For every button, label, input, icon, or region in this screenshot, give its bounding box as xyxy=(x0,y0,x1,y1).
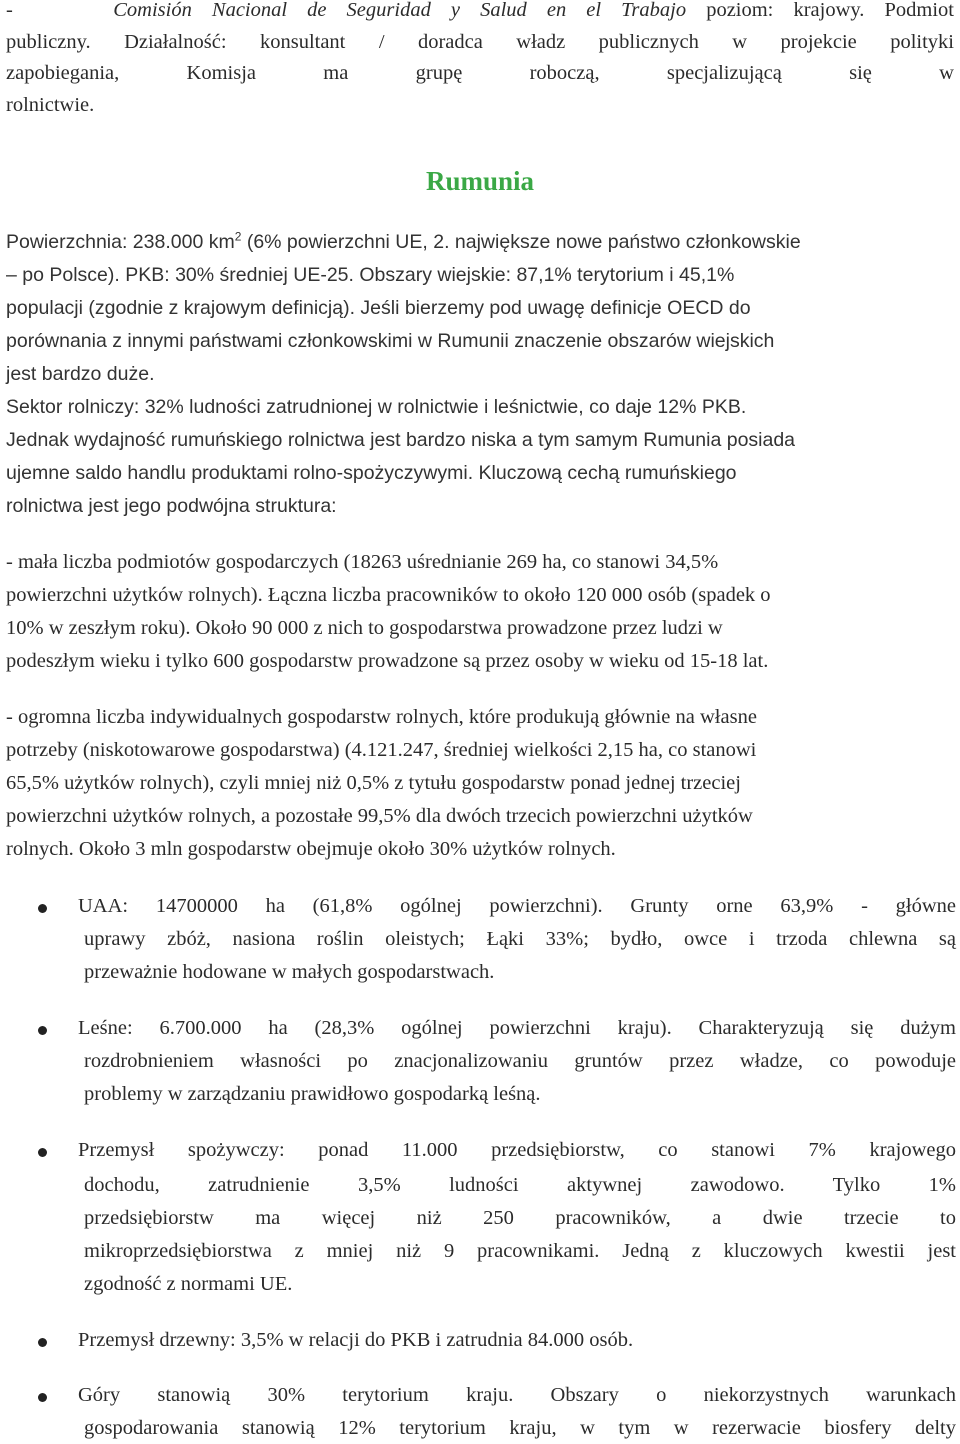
structure2-line-5: rolnych. Około 3 mln gospodarstw obejmuje około 30% użytków rolnych. xyxy=(6,838,616,860)
overview-line-9: rolnictwa jest jego podwójna struktura: xyxy=(6,495,337,517)
bullet-5-line-2: gospodarowania stanowią 12% terytorium kraju, w tym w rezerwacie biosfery delty xyxy=(84,1417,956,1439)
intro-line-3: zapobiegania, Komisja ma grupę roboczą, specjalizującą się w xyxy=(6,62,954,84)
bullet-icon xyxy=(38,1148,47,1157)
overview-text: Powierzchnia: 238.000 km xyxy=(6,231,235,253)
bullet-3-line-2: dochodu, zatrudnienie 3,5% ludności aktywnej zawodowo. Tylko 1% xyxy=(84,1174,956,1196)
structure2-line-2: potrzeby (niskotowarowe gospodarstwa) (4.121.247, średniej wielkości 2,15 ha, co stanowi xyxy=(6,739,757,761)
overview-line-1 xyxy=(6,228,954,256)
bullet-3-line-1: Przemysł spożywczy: ponad 11.000 przedsiębiorstw, co stanowi 7% krajowego xyxy=(78,1139,956,1161)
overview-line-5: jest bardzo duże. xyxy=(6,363,155,385)
bullet-2-line-2: rozdrobnieniem własności po znacjonalizowaniu gruntów przez władze, co powoduje xyxy=(84,1050,956,1072)
bullet-3-line-5: zgodność z normami UE. xyxy=(84,1273,293,1295)
bullet-icon xyxy=(38,1338,47,1347)
intro-line-4: rolnictwie. xyxy=(6,94,95,116)
overview-line-4: porównania z innymi państwami członkowskimi w Rumunii znaczenie obszarów wiejskich xyxy=(6,330,775,352)
structure1-line-2: powierzchni użytków rolnych). Łączna liczba pracowników to około 120 000 osób (spadek o xyxy=(6,584,771,606)
structure2-line-3: 65,5% użytków rolnych), czyli mniej niż 0,5% z tytułu gospodarstw ponad jednej trzeciej xyxy=(6,772,741,794)
bullet-icon xyxy=(38,1026,47,1035)
intro-text: poziom: krajowy. Podmiot xyxy=(706,0,954,21)
superscript: 2 xyxy=(234,229,242,244)
bullet-3-line-3: przedsiębiorstw ma więcej niż 250 pracowników, a dwie trzecie to xyxy=(84,1207,956,1229)
bullet-3-line-4: mikroprzedsiębiorstwa z mniej niż 9 pracownikami. Jedną z kluczowych kwestii jest xyxy=(84,1240,956,1262)
structure1-line-4: podeszłym wieku i tylko 600 gospodarstw prowadzone są przez osoby w wieku od 15-18 lat. xyxy=(6,650,769,672)
bullet-icon xyxy=(38,904,47,913)
structure2-line-1: - ogromna liczba indywidualnych gospodarstw rolnych, które produkują głównie na własne xyxy=(6,706,757,728)
overview-line-6: Sektor rolniczy: 32% ludności zatrudnionej w rolnictwie i leśnictwie, co daje 12% PKB. xyxy=(6,396,747,418)
structure1-line-3: 10% w zeszłym roku). Około 90 000 z nich to gospodarstwa prowadzone przez ludzi w xyxy=(6,617,723,639)
bullet-4-line-1: Przemysł drzewny: 3,5% w relacji do PKB i zatrudnia 84.000 osób. xyxy=(78,1329,634,1351)
section-heading: Rumunia xyxy=(425,166,535,196)
intro-line-2: publiczny. Działalność: konsultant / doradca władz publicznych w projekcie polityki xyxy=(6,31,954,53)
overview-text: (6% powierzchni UE, 2. największe nowe państwo członkowskie xyxy=(241,231,801,253)
bullet-1-line-2: uprawy zbóż, nasiona roślin oleistych; Łąki 33%; bydło, owce i trzoda chlewna są xyxy=(84,928,956,950)
intro-line-1 xyxy=(6,0,954,24)
list-dash: - xyxy=(6,0,13,21)
overview-line-7: Jednak wydajność rumuńskiego rolnictwa jest bardzo niska a tym samym Rumunia posiada xyxy=(6,429,796,451)
bullet-1-line-1: UAA: 14700000 ha (61,8% ogólnej powierzchni). Grunty orne 63,9% - główne xyxy=(78,895,956,917)
bullet-1-line-3: przeważnie hodowane w małych gospodarstwach. xyxy=(84,961,495,983)
bullet-2-line-1: Leśne: 6.700.000 ha (28,3% ogólnej powierzchni kraju). Charakteryzują się dużym xyxy=(78,1017,956,1039)
organization-name: Comisión Nacional de Seguridad y Salud en el Trabajo xyxy=(113,0,687,21)
overview-line-2: – po Polsce). PKB: 30% średniej UE-25. Obszary wiejskie: 87,1% terytorium i 45,1% xyxy=(6,264,735,286)
overview-line-3: populacji (zgodnie z krajowym definicją). Jeśli bierzemy pod uwagę definicje OECD do xyxy=(6,297,751,319)
structure2-line-4: powierzchni użytków rolnych, a pozostałe 99,5% dla dwóch trzecich powierzchni użytków xyxy=(6,805,753,827)
structure1-line-1: - mała liczba podmiotów gospodarczych (18263 uśrednianie 269 ha, co stanowi 34,5% xyxy=(6,551,719,573)
bullet-5-line-1: Góry stanowią 30% terytorium kraju. Obszary o niekorzystnych warunkach xyxy=(78,1384,956,1406)
bullet-2-line-3: problemy w zarządzaniu prawidłowo gospodarką leśną. xyxy=(84,1083,541,1105)
bullet-icon xyxy=(38,1393,47,1402)
overview-line-8: ujemne saldo handlu produktami rolno-spożyczywymi. Kluczową cechą rumuńskiego xyxy=(6,462,737,484)
